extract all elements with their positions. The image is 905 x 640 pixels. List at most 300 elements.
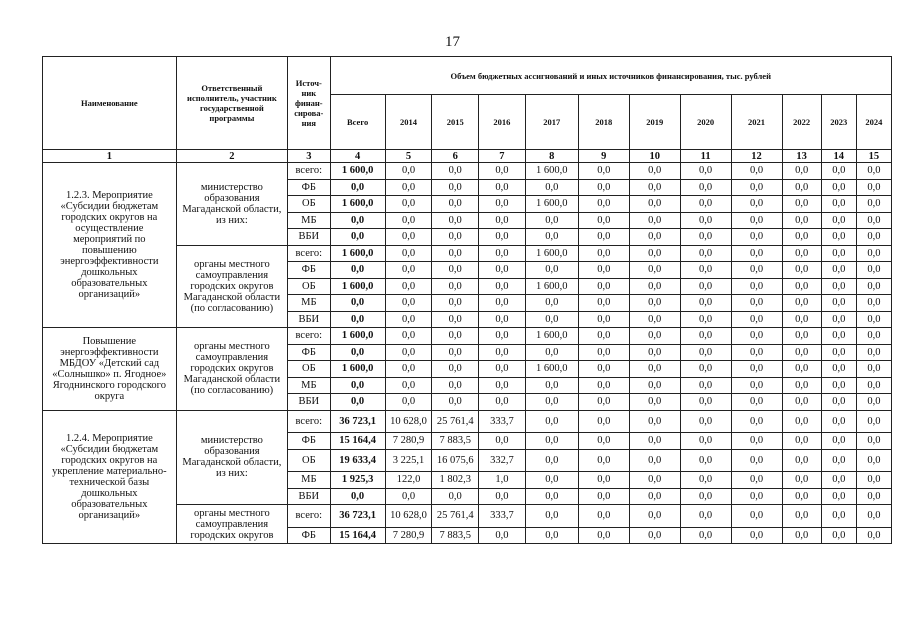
year-value-cell: 0,0: [782, 311, 821, 328]
year-value-cell: 0,0: [731, 278, 782, 295]
funding-source-cell: всего:: [288, 410, 330, 433]
column-number: 3: [288, 150, 330, 163]
executor-cell: министерство образования Магаданской области, из них:: [176, 410, 287, 505]
year-value-cell: 0,0: [680, 262, 731, 279]
year-value-cell: 0,0: [479, 527, 526, 544]
column-number: 11: [680, 150, 731, 163]
year-value-cell: 25 761,4: [432, 505, 479, 528]
funding-source-cell: ВБИ: [288, 394, 330, 411]
total-value-cell: 1 600,0: [330, 361, 385, 378]
year-value-cell: 0,0: [629, 472, 680, 489]
year-value-cell: 0,0: [578, 472, 629, 489]
year-value-cell: 0,0: [525, 505, 578, 528]
year-value-cell: 0,0: [578, 278, 629, 295]
total-value-cell: 0,0: [330, 311, 385, 328]
year-value-cell: 0,0: [385, 311, 432, 328]
year-value-cell: 0,0: [731, 344, 782, 361]
year-value-cell: 0,0: [629, 505, 680, 528]
funding-source-cell: всего:: [288, 163, 330, 180]
year-value-cell: 0,0: [479, 179, 526, 196]
year-value-cell: 0,0: [629, 163, 680, 180]
year-value-cell: 0,0: [782, 410, 821, 433]
year-value-cell: 0,0: [782, 328, 821, 345]
year-value-cell: 0,0: [680, 344, 731, 361]
year-value-cell: 0,0: [821, 361, 856, 378]
total-value-cell: 0,0: [330, 344, 385, 361]
year-value-cell: 0,0: [432, 488, 479, 505]
total-value-cell: 0,0: [330, 394, 385, 411]
year-value-cell: 0,0: [385, 278, 432, 295]
year-value-cell: 0,0: [525, 472, 578, 489]
year-value-cell: 0,0: [856, 472, 891, 489]
year-value-cell: 0,0: [821, 472, 856, 489]
year-value-cell: 0,0: [821, 344, 856, 361]
year-value-cell: 0,0: [680, 449, 731, 472]
year-value-cell: 0,0: [680, 278, 731, 295]
column-number: 14: [821, 150, 856, 163]
year-value-cell: 0,0: [731, 488, 782, 505]
total-value-cell: 1 925,3: [330, 472, 385, 489]
year-value-cell: 0,0: [525, 433, 578, 450]
header-executor: Ответственный исполнитель, участник государственной программы: [176, 57, 287, 150]
year-value-cell: 0,0: [856, 212, 891, 229]
column-number: 2: [176, 150, 287, 163]
year-value-cell: 0,0: [856, 229, 891, 246]
year-value-cell: 0,0: [385, 179, 432, 196]
year-value-cell: 0,0: [782, 295, 821, 312]
year-value-cell: 0,0: [821, 433, 856, 450]
funding-source-cell: ОБ: [288, 196, 330, 213]
executor-cell: органы местного самоуправления городских округов: [176, 505, 287, 544]
year-value-cell: 0,0: [821, 328, 856, 345]
header-volume: Объем бюджетных ассигнований и иных источников финансирования, тыс. рублей: [330, 57, 891, 95]
year-value-cell: 0,0: [479, 328, 526, 345]
column-number: 1: [43, 150, 177, 163]
year-value-cell: 0,0: [731, 262, 782, 279]
year-value-cell: 0,0: [525, 311, 578, 328]
funding-source-cell: всего:: [288, 328, 330, 345]
column-number: 8: [525, 150, 578, 163]
year-value-cell: 0,0: [578, 449, 629, 472]
year-value-cell: 0,0: [578, 488, 629, 505]
year-value-cell: 0,0: [629, 179, 680, 196]
year-value-cell: 0,0: [821, 212, 856, 229]
year-value-cell: 0,0: [578, 527, 629, 544]
year-value-cell: 0,0: [629, 229, 680, 246]
year-value-cell: 0,0: [680, 179, 731, 196]
header-column-numbers-row: [43, 150, 892, 163]
year-value-cell: 7 280,9: [385, 433, 432, 450]
year-value-cell: 0,0: [432, 394, 479, 411]
year-value-cell: 0,0: [629, 212, 680, 229]
total-value-cell: 15 164,4: [330, 527, 385, 544]
year-value-cell: 0,0: [432, 212, 479, 229]
year-value-cell: 0,0: [385, 163, 432, 180]
column-number: 9: [578, 150, 629, 163]
executor-cell: органы местного самоуправления городских округов Магаданской области (по согласованию): [176, 245, 287, 328]
year-value-cell: 0,0: [731, 410, 782, 433]
executor-cell: министерство образования Магаданской области, из них:: [176, 163, 287, 246]
column-number: 13: [782, 150, 821, 163]
year-value-cell: 0,0: [629, 377, 680, 394]
column-number: 12: [731, 150, 782, 163]
funding-source-cell: ВБИ: [288, 311, 330, 328]
year-value-cell: 0,0: [385, 262, 432, 279]
year-value-cell: 0,0: [432, 163, 479, 180]
year-value-cell: 0,0: [782, 377, 821, 394]
year-value-cell: 0,0: [385, 377, 432, 394]
year-value-cell: 0,0: [782, 505, 821, 528]
year-value-cell: 0,0: [578, 163, 629, 180]
year-value-cell: 0,0: [525, 212, 578, 229]
year-value-cell: 0,0: [731, 245, 782, 262]
year-value-cell: 0,0: [821, 163, 856, 180]
year-value-cell: 0,0: [821, 505, 856, 528]
funding-source-cell: ОБ: [288, 361, 330, 378]
year-value-cell: 0,0: [525, 527, 578, 544]
year-value-cell: 0,0: [782, 433, 821, 450]
year-value-cell: 0,0: [731, 328, 782, 345]
year-value-cell: 0,0: [432, 344, 479, 361]
year-value-cell: 0,0: [629, 328, 680, 345]
year-value-cell: 0,0: [629, 311, 680, 328]
year-value-cell: 0,0: [629, 449, 680, 472]
year-value-cell: 0,0: [821, 229, 856, 246]
year-value-cell: 0,0: [385, 229, 432, 246]
year-value-cell: 1 600,0: [525, 163, 578, 180]
year-value-cell: 0,0: [856, 245, 891, 262]
year-value-cell: 0,0: [479, 394, 526, 411]
year-value-cell: 0,0: [731, 377, 782, 394]
year-value-cell: 1 802,3: [432, 472, 479, 489]
year-value-cell: 0,0: [578, 262, 629, 279]
column-number: 10: [629, 150, 680, 163]
year-value-cell: 0,0: [578, 245, 629, 262]
year-value-cell: 1 600,0: [525, 245, 578, 262]
year-value-cell: 0,0: [525, 377, 578, 394]
year-value-cell: 0,0: [731, 311, 782, 328]
activity-name: 1.2.4. Мероприятие «Субсидии бюджетам городских округов на укрепление материально-технической базы дошкольных образовательных организаций»: [43, 410, 177, 544]
year-value-cell: 0,0: [629, 527, 680, 544]
year-value-cell: 0,0: [525, 394, 578, 411]
funding-source-cell: ФБ: [288, 527, 330, 544]
header-total: Всего: [330, 95, 385, 150]
total-value-cell: 1 600,0: [330, 245, 385, 262]
year-value-cell: 0,0: [680, 394, 731, 411]
year-value-cell: 0,0: [525, 449, 578, 472]
funding-source-cell: МБ: [288, 295, 330, 312]
year-value-cell: 0,0: [479, 311, 526, 328]
year-value-cell: 0,0: [385, 245, 432, 262]
total-value-cell: 19 633,4: [330, 449, 385, 472]
year-value-cell: 0,0: [578, 328, 629, 345]
year-value-cell: 0,0: [821, 449, 856, 472]
year-value-cell: 0,0: [432, 245, 479, 262]
year-value-cell: 0,0: [856, 179, 891, 196]
year-value-cell: 0,0: [821, 488, 856, 505]
year-value-cell: 0,0: [821, 295, 856, 312]
total-value-cell: 1 600,0: [330, 278, 385, 295]
year-value-cell: 0,0: [856, 433, 891, 450]
year-value-cell: 0,0: [629, 344, 680, 361]
year-value-cell: 0,0: [525, 229, 578, 246]
year-value-cell: 0,0: [680, 472, 731, 489]
total-value-cell: 15 164,4: [330, 433, 385, 450]
year-value-cell: 0,0: [731, 212, 782, 229]
year-value-cell: 7 883,5: [432, 527, 479, 544]
year-value-cell: 0,0: [821, 311, 856, 328]
year-value-cell: 0,0: [479, 361, 526, 378]
year-value-cell: 0,0: [680, 229, 731, 246]
year-value-cell: 0,0: [731, 229, 782, 246]
year-value-cell: 25 761,4: [432, 410, 479, 433]
year-value-cell: 0,0: [385, 361, 432, 378]
year-value-cell: 0,0: [578, 433, 629, 450]
year-value-cell: 0,0: [782, 245, 821, 262]
table-body: [43, 163, 892, 544]
executor-cell: органы местного самоуправления городских округов Магаданской области (по согласованию): [176, 328, 287, 411]
year-value-cell: 0,0: [782, 449, 821, 472]
year-value-cell: 0,0: [680, 163, 731, 180]
funding-source-cell: ВБИ: [288, 488, 330, 505]
year-value-cell: 0,0: [731, 196, 782, 213]
column-number: 5: [385, 150, 432, 163]
year-value-cell: 0,0: [856, 278, 891, 295]
column-number: 7: [479, 150, 526, 163]
year-value-cell: 0,0: [578, 361, 629, 378]
year-value-cell: 0,0: [782, 196, 821, 213]
year-value-cell: 0,0: [680, 505, 731, 528]
year-value-cell: 0,0: [629, 361, 680, 378]
year-value-cell: 0,0: [821, 394, 856, 411]
year-value-cell: 0,0: [782, 163, 821, 180]
funding-source-cell: МБ: [288, 212, 330, 229]
year-value-cell: 0,0: [856, 361, 891, 378]
table-row: [43, 328, 892, 345]
header-year: 2018: [578, 95, 629, 150]
year-value-cell: 0,0: [385, 212, 432, 229]
year-value-cell: 0,0: [578, 196, 629, 213]
year-value-cell: 3 225,1: [385, 449, 432, 472]
year-value-cell: 0,0: [856, 344, 891, 361]
header-name: Наименование: [43, 57, 177, 150]
total-value-cell: 0,0: [330, 488, 385, 505]
year-value-cell: 1 600,0: [525, 196, 578, 213]
year-value-cell: 0,0: [680, 410, 731, 433]
year-value-cell: 0,0: [578, 212, 629, 229]
year-value-cell: 0,0: [731, 295, 782, 312]
column-number: 15: [856, 150, 891, 163]
year-value-cell: 0,0: [479, 344, 526, 361]
year-value-cell: 0,0: [731, 179, 782, 196]
header-year: 2015: [432, 95, 479, 150]
year-value-cell: 0,0: [629, 196, 680, 213]
year-value-cell: 0,0: [731, 361, 782, 378]
funding-source-cell: ФБ: [288, 344, 330, 361]
year-value-cell: 0,0: [432, 229, 479, 246]
year-value-cell: 1 600,0: [525, 328, 578, 345]
total-value-cell: 0,0: [330, 262, 385, 279]
year-value-cell: 0,0: [432, 311, 479, 328]
year-value-cell: 0,0: [731, 433, 782, 450]
total-value-cell: 0,0: [330, 212, 385, 229]
year-value-cell: 0,0: [821, 377, 856, 394]
year-value-cell: 0,0: [782, 212, 821, 229]
year-value-cell: 332,7: [479, 449, 526, 472]
year-value-cell: 0,0: [432, 278, 479, 295]
header-year: 2024: [856, 95, 891, 150]
funding-source-cell: ФБ: [288, 179, 330, 196]
year-value-cell: 0,0: [385, 344, 432, 361]
year-value-cell: 0,0: [525, 344, 578, 361]
year-value-cell: 0,0: [479, 212, 526, 229]
activity-name: 1.2.3. Мероприятие «Субсидии бюджетам городских округов на осуществление мероприятий по повышению энергоэффективности дошкольных образовательных организаций»: [43, 163, 177, 328]
year-value-cell: 0,0: [525, 179, 578, 196]
year-value-cell: 1 600,0: [525, 361, 578, 378]
year-value-cell: 0,0: [680, 361, 731, 378]
year-value-cell: 0,0: [629, 394, 680, 411]
year-value-cell: 0,0: [856, 505, 891, 528]
year-value-cell: 0,0: [629, 433, 680, 450]
year-value-cell: 0,0: [782, 229, 821, 246]
year-value-cell: 0,0: [680, 433, 731, 450]
year-value-cell: 0,0: [856, 488, 891, 505]
year-value-cell: 0,0: [821, 410, 856, 433]
year-value-cell: 0,0: [578, 295, 629, 312]
year-value-cell: 0,0: [856, 527, 891, 544]
total-value-cell: 1 600,0: [330, 163, 385, 180]
year-value-cell: 0,0: [821, 179, 856, 196]
year-value-cell: 0,0: [629, 262, 680, 279]
year-value-cell: 0,0: [479, 196, 526, 213]
year-value-cell: 0,0: [578, 229, 629, 246]
activity-name: Повышение энергоэффективности МБДОУ «Детский сад «Солнышко» п. Ягодное» Ягоднинского городского округа: [43, 328, 177, 411]
year-value-cell: 0,0: [525, 262, 578, 279]
year-value-cell: 0,0: [680, 527, 731, 544]
year-value-cell: 0,0: [731, 163, 782, 180]
year-value-cell: 0,0: [782, 394, 821, 411]
year-value-cell: 0,0: [821, 262, 856, 279]
year-value-cell: 0,0: [385, 295, 432, 312]
year-value-cell: 0,0: [479, 295, 526, 312]
year-value-cell: 0,0: [731, 505, 782, 528]
total-value-cell: 1 600,0: [330, 328, 385, 345]
year-value-cell: 0,0: [856, 311, 891, 328]
year-value-cell: 0,0: [432, 295, 479, 312]
year-value-cell: 0,0: [578, 377, 629, 394]
year-value-cell: 0,0: [782, 179, 821, 196]
year-value-cell: 122,0: [385, 472, 432, 489]
year-value-cell: 0,0: [680, 196, 731, 213]
year-value-cell: 0,0: [680, 245, 731, 262]
year-value-cell: 0,0: [479, 163, 526, 180]
year-value-cell: 0,0: [629, 488, 680, 505]
year-value-cell: 7 883,5: [432, 433, 479, 450]
year-value-cell: 0,0: [856, 196, 891, 213]
year-value-cell: 0,0: [525, 488, 578, 505]
year-value-cell: 0,0: [782, 488, 821, 505]
table-row: [43, 410, 892, 433]
funding-source-cell: МБ: [288, 472, 330, 489]
year-value-cell: 0,0: [680, 212, 731, 229]
header-year: 2021: [731, 95, 782, 150]
year-value-cell: 0,0: [680, 311, 731, 328]
year-value-cell: 10 628,0: [385, 410, 432, 433]
year-value-cell: 0,0: [578, 410, 629, 433]
year-value-cell: 0,0: [782, 278, 821, 295]
year-value-cell: 0,0: [479, 245, 526, 262]
header-year: 2022: [782, 95, 821, 150]
year-value-cell: 7 280,9: [385, 527, 432, 544]
column-number: 4: [330, 150, 385, 163]
year-value-cell: 0,0: [578, 505, 629, 528]
year-value-cell: 0,0: [479, 262, 526, 279]
budget-table: [42, 56, 892, 544]
funding-source-cell: ОБ: [288, 449, 330, 472]
year-value-cell: 0,0: [856, 394, 891, 411]
total-value-cell: 36 723,1: [330, 505, 385, 528]
header-year: 2017: [525, 95, 578, 150]
year-value-cell: 0,0: [385, 328, 432, 345]
total-value-cell: 0,0: [330, 377, 385, 394]
header-year: 2016: [479, 95, 526, 150]
funding-source-cell: всего:: [288, 245, 330, 262]
year-value-cell: 0,0: [479, 488, 526, 505]
table-row: [43, 163, 892, 180]
funding-source-cell: МБ: [288, 377, 330, 394]
year-value-cell: 0,0: [479, 377, 526, 394]
year-value-cell: 0,0: [479, 229, 526, 246]
year-value-cell: 0,0: [385, 394, 432, 411]
header-year: 2019: [629, 95, 680, 150]
year-value-cell: 0,0: [782, 527, 821, 544]
year-value-cell: 0,0: [680, 488, 731, 505]
year-value-cell: 333,7: [479, 410, 526, 433]
year-value-cell: 0,0: [629, 245, 680, 262]
year-value-cell: 0,0: [821, 196, 856, 213]
year-value-cell: 0,0: [856, 328, 891, 345]
funding-source-cell: ФБ: [288, 433, 330, 450]
year-value-cell: 0,0: [856, 163, 891, 180]
year-value-cell: 0,0: [782, 262, 821, 279]
year-value-cell: 0,0: [782, 361, 821, 378]
year-value-cell: 0,0: [856, 295, 891, 312]
year-value-cell: 0,0: [821, 527, 856, 544]
year-value-cell: 0,0: [578, 311, 629, 328]
header-year: 2020: [680, 95, 731, 150]
year-value-cell: 10 628,0: [385, 505, 432, 528]
year-value-cell: 333,7: [479, 505, 526, 528]
total-value-cell: 0,0: [330, 179, 385, 196]
year-value-cell: 0,0: [432, 196, 479, 213]
header-year: 2014: [385, 95, 432, 150]
year-value-cell: 0,0: [578, 394, 629, 411]
year-value-cell: 0,0: [731, 394, 782, 411]
year-value-cell: 0,0: [782, 472, 821, 489]
year-value-cell: 0,0: [432, 262, 479, 279]
year-value-cell: 0,0: [432, 377, 479, 394]
year-value-cell: 0,0: [782, 344, 821, 361]
total-value-cell: 0,0: [330, 229, 385, 246]
year-value-cell: 0,0: [680, 328, 731, 345]
year-value-cell: 0,0: [731, 527, 782, 544]
funding-source-cell: всего:: [288, 505, 330, 528]
year-value-cell: 0,0: [629, 278, 680, 295]
year-value-cell: 0,0: [432, 361, 479, 378]
year-value-cell: 0,0: [479, 278, 526, 295]
total-value-cell: 1 600,0: [330, 196, 385, 213]
year-value-cell: 0,0: [432, 179, 479, 196]
